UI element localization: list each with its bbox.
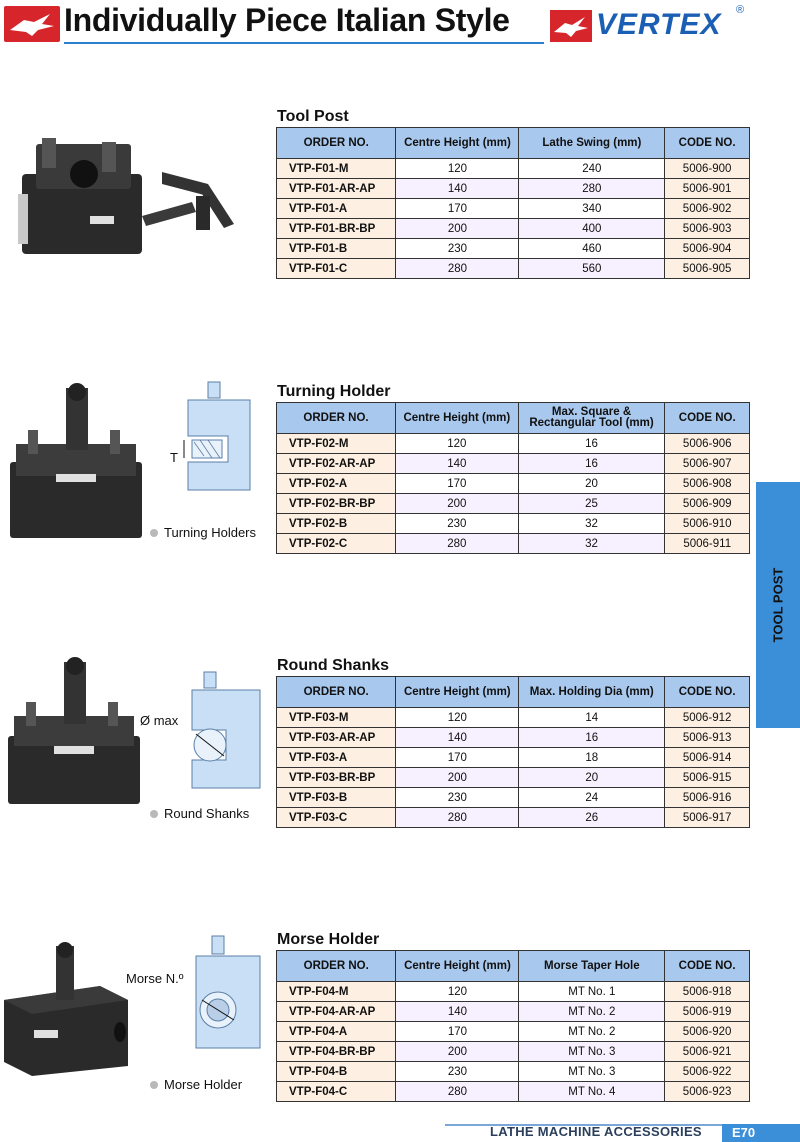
- centre-height: 170: [396, 199, 519, 219]
- centre-height: 280: [396, 1082, 519, 1102]
- turning-holder-diagram: [170, 380, 266, 500]
- code-no: 5006-905: [665, 259, 750, 279]
- centre-height: 140: [396, 1002, 519, 1022]
- centre-height: 200: [396, 494, 519, 514]
- spec-value: 560: [519, 259, 665, 279]
- col-header: Centre Height (mm): [396, 677, 519, 708]
- spec-value: 26: [519, 808, 665, 828]
- table-row: [277, 768, 750, 788]
- col-header: Morse Taper Hole: [519, 951, 665, 982]
- diagram-label: T: [170, 450, 178, 465]
- order-no: VTP-F01-M: [277, 159, 396, 179]
- order-no: VTP-F03-M: [277, 708, 396, 728]
- code-no: 5006-922: [665, 1062, 750, 1082]
- code-no: 5006-908: [665, 474, 750, 494]
- table-row: [277, 1022, 750, 1042]
- order-no: VTP-F04-M: [277, 982, 396, 1002]
- centre-height: 120: [396, 434, 519, 454]
- footer-label: LATHE MACHINE ACCESSORIES: [490, 1124, 702, 1139]
- code-no: 5006-910: [665, 514, 750, 534]
- eagle-logo-icon: [4, 6, 60, 42]
- spec-value: 32: [518, 534, 665, 554]
- spec-value: 20: [518, 474, 665, 494]
- code-no: 5006-915: [665, 768, 750, 788]
- spec-table: [276, 950, 750, 1102]
- spec-value: MT No. 4: [519, 1082, 665, 1102]
- vertex-brand-logo: [550, 4, 745, 46]
- code-no: 5006-911: [665, 534, 750, 554]
- order-no: VTP-F03-BR-BP: [277, 768, 396, 788]
- table-row: [277, 982, 750, 1002]
- image-caption: [150, 1077, 242, 1092]
- code-no: 5006-909: [665, 494, 750, 514]
- table-row: [277, 728, 750, 748]
- caption-text: Turning Holders: [164, 525, 257, 540]
- spec-value: 16: [519, 728, 665, 748]
- centre-height: 120: [396, 982, 519, 1002]
- table-row: [277, 1002, 750, 1022]
- centre-height: 200: [396, 219, 519, 239]
- code-no: 5006-912: [665, 708, 750, 728]
- centre-height: 280: [396, 534, 519, 554]
- code-no: 5006-907: [665, 454, 750, 474]
- centre-height: 280: [396, 808, 519, 828]
- code-no: 5006-914: [665, 748, 750, 768]
- order-no: VTP-F02-AR-AP: [277, 454, 396, 474]
- col-header: Centre Height (mm): [396, 951, 519, 982]
- page-number: E70: [722, 1124, 800, 1142]
- caption-text: Morse Holder: [164, 1077, 243, 1092]
- col-header: CODE NO.: [665, 951, 750, 982]
- table-row: [277, 1042, 750, 1062]
- caption-text: Round Shanks: [164, 806, 250, 821]
- centre-height: 170: [396, 1022, 519, 1042]
- bullet-icon: [150, 1081, 158, 1089]
- spec-value: 16: [518, 454, 665, 474]
- order-no: VTP-F02-M: [277, 434, 396, 454]
- spec-value: 14: [519, 708, 665, 728]
- table-row: [277, 1062, 750, 1082]
- spec-value: 400: [519, 219, 665, 239]
- spec-value: 340: [519, 199, 665, 219]
- order-no: VTP-F02-A: [277, 474, 396, 494]
- code-no: 5006-904: [665, 239, 750, 259]
- spec-value: 32: [518, 514, 665, 534]
- spec-table: [276, 127, 750, 279]
- col-header: Max. Square & Rectangular Tool (mm): [518, 403, 665, 434]
- centre-height: 230: [396, 239, 519, 259]
- table-row: [277, 219, 750, 239]
- tool-post-photo: [12, 134, 262, 264]
- spec-value: 20: [519, 768, 665, 788]
- order-no: VTP-F02-BR-BP: [277, 494, 396, 514]
- brand-eagle-icon: [550, 10, 592, 42]
- image-caption: [150, 806, 249, 821]
- table-row: [277, 494, 750, 514]
- section-title: Turning Holder: [277, 383, 391, 400]
- order-no: VTP-F01-AR-AP: [277, 179, 396, 199]
- col-header: CODE NO.: [665, 403, 750, 434]
- code-no: 5006-902: [665, 199, 750, 219]
- col-header: Lathe Swing (mm): [519, 128, 665, 159]
- spec-value: MT No. 2: [519, 1002, 665, 1022]
- order-no: VTP-F01-B: [277, 239, 396, 259]
- table-row: [277, 534, 750, 554]
- table-row: [277, 179, 750, 199]
- order-no: VTP-F04-B: [277, 1062, 396, 1082]
- table-row: [277, 199, 750, 219]
- spec-value: 16: [518, 434, 665, 454]
- table-row: [277, 808, 750, 828]
- image-caption: [150, 525, 256, 540]
- col-header: Max. Holding Dia (mm): [519, 677, 665, 708]
- round-shanks-photo: [4, 656, 144, 812]
- turning-holder-photo: [6, 382, 146, 544]
- col-header: ORDER NO.: [277, 403, 396, 434]
- centre-height: 140: [396, 454, 519, 474]
- page-header: [0, 0, 800, 48]
- table-row: [277, 708, 750, 728]
- bullet-icon: [150, 529, 158, 537]
- centre-height: 140: [396, 728, 519, 748]
- bullet-icon: [150, 810, 158, 818]
- table-row: [277, 434, 750, 454]
- centre-height: 280: [396, 259, 519, 279]
- order-no: VTP-F03-C: [277, 808, 396, 828]
- morse-holder-diagram: [190, 934, 266, 1054]
- code-no: 5006-903: [665, 219, 750, 239]
- code-no: 5006-916: [665, 788, 750, 808]
- centre-height: 120: [396, 159, 519, 179]
- centre-height: 170: [396, 748, 519, 768]
- table-row: [277, 788, 750, 808]
- col-header: CODE NO.: [665, 677, 750, 708]
- page-title: Individually Piece Italian Style: [64, 2, 510, 38]
- code-no: 5006-900: [665, 159, 750, 179]
- order-no: VTP-F03-A: [277, 748, 396, 768]
- table-row: [277, 239, 750, 259]
- col-header: ORDER NO.: [277, 128, 396, 159]
- order-no: VTP-F03-AR-AP: [277, 728, 396, 748]
- order-no: VTP-F04-AR-AP: [277, 1002, 396, 1022]
- code-no: 5006-919: [665, 1002, 750, 1022]
- col-header: Centre Height (mm): [396, 128, 519, 159]
- centre-height: 200: [396, 1042, 519, 1062]
- table-row: [277, 748, 750, 768]
- code-no: 5006-918: [665, 982, 750, 1002]
- section-title: Round Shanks: [277, 657, 390, 674]
- diagram-label: Morse N.º: [126, 971, 184, 986]
- order-no: VTP-F04-A: [277, 1022, 396, 1042]
- code-no: 5006-906: [665, 434, 750, 454]
- order-no: VTP-F04-C: [277, 1082, 396, 1102]
- spec-table: [276, 402, 750, 554]
- centre-height: 200: [396, 768, 519, 788]
- spec-value: 18: [519, 748, 665, 768]
- spec-value: MT No. 1: [519, 982, 665, 1002]
- centre-height: 230: [396, 1062, 519, 1082]
- spec-value: MT No. 3: [519, 1062, 665, 1082]
- section-title: Morse Holder: [277, 931, 380, 948]
- col-header: Centre Height (mm): [396, 403, 519, 434]
- order-no: VTP-F01-A: [277, 199, 396, 219]
- table-row: [277, 159, 750, 179]
- spec-value: 240: [519, 159, 665, 179]
- spec-value: 280: [519, 179, 665, 199]
- col-header: ORDER NO.: [277, 677, 396, 708]
- order-no: VTP-F02-B: [277, 514, 396, 534]
- table-row: [277, 259, 750, 279]
- title-underline: [64, 42, 544, 44]
- code-no: 5006-920: [665, 1022, 750, 1042]
- code-no: 5006-913: [665, 728, 750, 748]
- centre-height: 170: [396, 474, 519, 494]
- table-row: [277, 1082, 750, 1102]
- side-tab-tool-post: [756, 482, 800, 728]
- centre-height: 230: [396, 514, 519, 534]
- table-row: [277, 454, 750, 474]
- order-no: VTP-F03-B: [277, 788, 396, 808]
- col-header: ORDER NO.: [277, 951, 396, 982]
- code-no: 5006-921: [665, 1042, 750, 1062]
- order-no: VTP-F01-C: [277, 259, 396, 279]
- order-no: VTP-F01-BR-BP: [277, 219, 396, 239]
- spec-value: 25: [518, 494, 665, 514]
- brand-name: VERTEX: [596, 8, 722, 41]
- code-no: 5006-917: [665, 808, 750, 828]
- spec-value: 24: [519, 788, 665, 808]
- spec-table: [276, 676, 750, 828]
- table-row: [277, 514, 750, 534]
- spec-value: 460: [519, 239, 665, 259]
- round-shanks-diagram: [186, 664, 266, 794]
- order-no: VTP-F04-BR-BP: [277, 1042, 396, 1062]
- centre-height: 140: [396, 179, 519, 199]
- col-header: CODE NO.: [665, 128, 750, 159]
- registered-mark: ®: [736, 4, 745, 16]
- centre-height: 230: [396, 788, 519, 808]
- centre-height: 120: [396, 708, 519, 728]
- section-title: Tool Post: [277, 108, 349, 125]
- morse-holder-photo: [0, 940, 140, 1080]
- order-no: VTP-F02-C: [277, 534, 396, 554]
- side-tab-label: TOOL POST: [770, 567, 786, 643]
- code-no: 5006-923: [665, 1082, 750, 1102]
- table-row: [277, 474, 750, 494]
- diagram-label: Ø max: [140, 713, 179, 728]
- spec-value: MT No. 3: [519, 1042, 665, 1062]
- code-no: 5006-901: [665, 179, 750, 199]
- spec-value: MT No. 2: [519, 1022, 665, 1042]
